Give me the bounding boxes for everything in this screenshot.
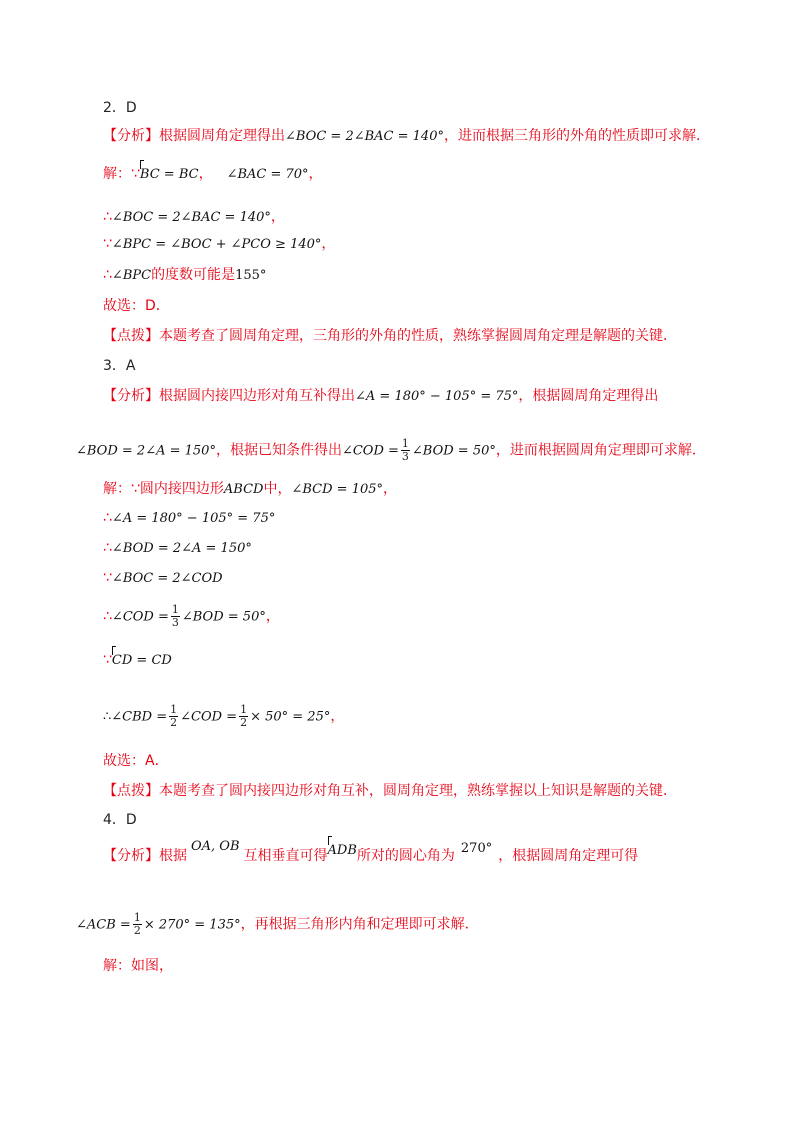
solution-3-line-4 [103,568,223,589]
remark-2 [103,326,677,346]
solution-2-line-1 [103,164,323,185]
analysis-4-line-1 [103,839,639,867]
remark-text: 【点拨】本题考查了圆周角定理，三角形的外角的性质，熟练掌握圆周角定理是解题的关键． [103,328,677,344]
analysis-3-line-1 [103,386,658,407]
math-expression: ∠BOD = 50° [411,443,496,459]
solution-4-line-1 [103,956,173,976]
remark-3 [103,781,677,801]
math-expression: ∠CBD = [111,709,168,725]
fraction: $\frac{1}{2}$ [240,703,248,729]
therefore-symbol: ∴ [103,709,112,725]
solution-text: 中， [263,481,292,497]
choice-2 [103,296,170,316]
arc-equality: CD = CD [112,651,172,671]
fraction: $\frac{1}{3}$ [171,603,179,629]
analysis-2 [103,126,710,147]
math-expression: ∠BOC = 2∠BAC = 140° [111,210,271,225]
math-expression: 270° [460,841,493,856]
math-expression: ∠BPC = ∠BOC + ∠PCO ≥ 140° [111,237,322,252]
arc-equality: BC = BC [140,165,199,185]
analysis-text: 【分析】根据 [103,848,187,864]
math-expression: OA, OB [191,839,240,854]
analysis-4-line-2 [76,912,479,937]
analysis-text: 【分析】根据圆周角定理得出 [103,128,285,144]
analysis-text: ，根据已知条件得出 [215,442,342,459]
therefore-symbol: ∴ [103,510,112,526]
solution-text: 解：∵ [103,166,140,182]
fraction: $\frac{1}{3}$ [401,437,409,463]
analysis-text: ，进而根据三角形的外角的性质即可求解． [443,128,710,144]
solution-2-line-2 [103,207,285,228]
solution-text: ， [270,209,285,225]
answer-3-heading [103,356,135,376]
because-symbol: ∵ [103,652,112,668]
solution-text: ， [308,166,323,182]
analysis-text: ，进而根据圆周角定理即可求解． [495,442,706,459]
math-expression: ∠A = 180° − 105° = 75° [355,389,519,404]
answer-4-heading [103,810,137,830]
analysis-text: 【分析】根据圆内接四边形对角互补得出 [103,388,355,404]
solution-2-line-4 [103,265,266,286]
solution-text: ， [321,236,336,252]
analysis-text: ，根据圆周角定理得出 [518,388,659,404]
math-expression: ∠BOC = 2∠BAC = 140° [285,129,444,144]
math-expression: ∠COD = [180,709,238,725]
solution-2-line-3 [103,234,335,255]
math-expression: ∠BAC = 70° [226,167,309,182]
solution-text: ， [198,166,213,182]
math-expression: ∠BPC [111,268,152,283]
analysis-text: 互相垂直可得 [243,848,328,864]
math-expression: ∠BCD = 105° [291,482,384,497]
fraction: $\frac{1}{2}$ [133,911,141,937]
therefore-symbol: ∴ [103,540,112,556]
remark-text: 【点拨】本题考查了圆内接四边形对角互补，圆周角定理，熟练掌握以上知识是解题的关键． [103,783,677,799]
math-expression: × 50° = 25° [250,709,331,725]
arc-label: ADB [328,841,357,861]
math-expression: ∠A = 180° − 105° = 75° [111,511,276,526]
therefore-symbol: ∴ [103,209,112,225]
solution-3-line-1 [103,479,397,500]
math-expression: ∠BOC = 2∠COD [111,571,223,586]
solution-text: 解：如图， [103,958,173,974]
analysis-text: 所对的圆心角为 [356,848,455,864]
heading-text: 2．D [103,100,137,116]
analysis-text: ，根据圆周角定理可得 [498,848,639,864]
solution-3-line-2 [103,508,275,529]
heading-text: 4．D [103,812,137,828]
answer-2-heading [103,98,137,118]
solution-3-line-3 [103,538,252,559]
solution-3-line-7 [103,704,344,729]
because-symbol: ∵ [103,236,112,252]
choice-text: 故选：A． [103,753,169,769]
solution-3-line-6 [103,650,172,671]
math-expression: ∠BOD = 50° [181,609,266,625]
solution-text: ， [330,708,345,725]
solution-text: 的度数可能是 [151,267,236,283]
solution-text: 解：∵圆内接四边形 [103,481,224,497]
heading-text: 3．A [103,358,136,374]
math-expression: ∠ACB = [76,917,131,933]
math-expression: ABCD [223,482,264,497]
choice-3 [103,751,169,771]
solution-3-line-5 [103,604,280,629]
analysis-3-line-2 [76,438,706,463]
math-expression: 155° [235,268,267,283]
therefore-symbol: ∴ [103,608,112,625]
math-expression: ∠COD = [341,443,399,459]
math-expression: × 270° = 135° [143,917,241,933]
math-expression: ∠BOD = 2∠A = 150° [76,443,216,459]
therefore-symbol: ∴ [103,267,112,283]
solution-text: ， [383,481,398,497]
choice-text: 故选：D． [103,298,170,314]
solution-text: ， [265,608,280,625]
analysis-text: ，再根据三角形内角和定理即可求解． [240,916,479,933]
fraction: $\frac{1}{2}$ [170,703,178,729]
math-expression: ∠BOD = 2∠A = 150° [111,541,252,556]
because-symbol: ∵ [103,570,112,586]
math-expression: ∠COD = [111,609,169,625]
